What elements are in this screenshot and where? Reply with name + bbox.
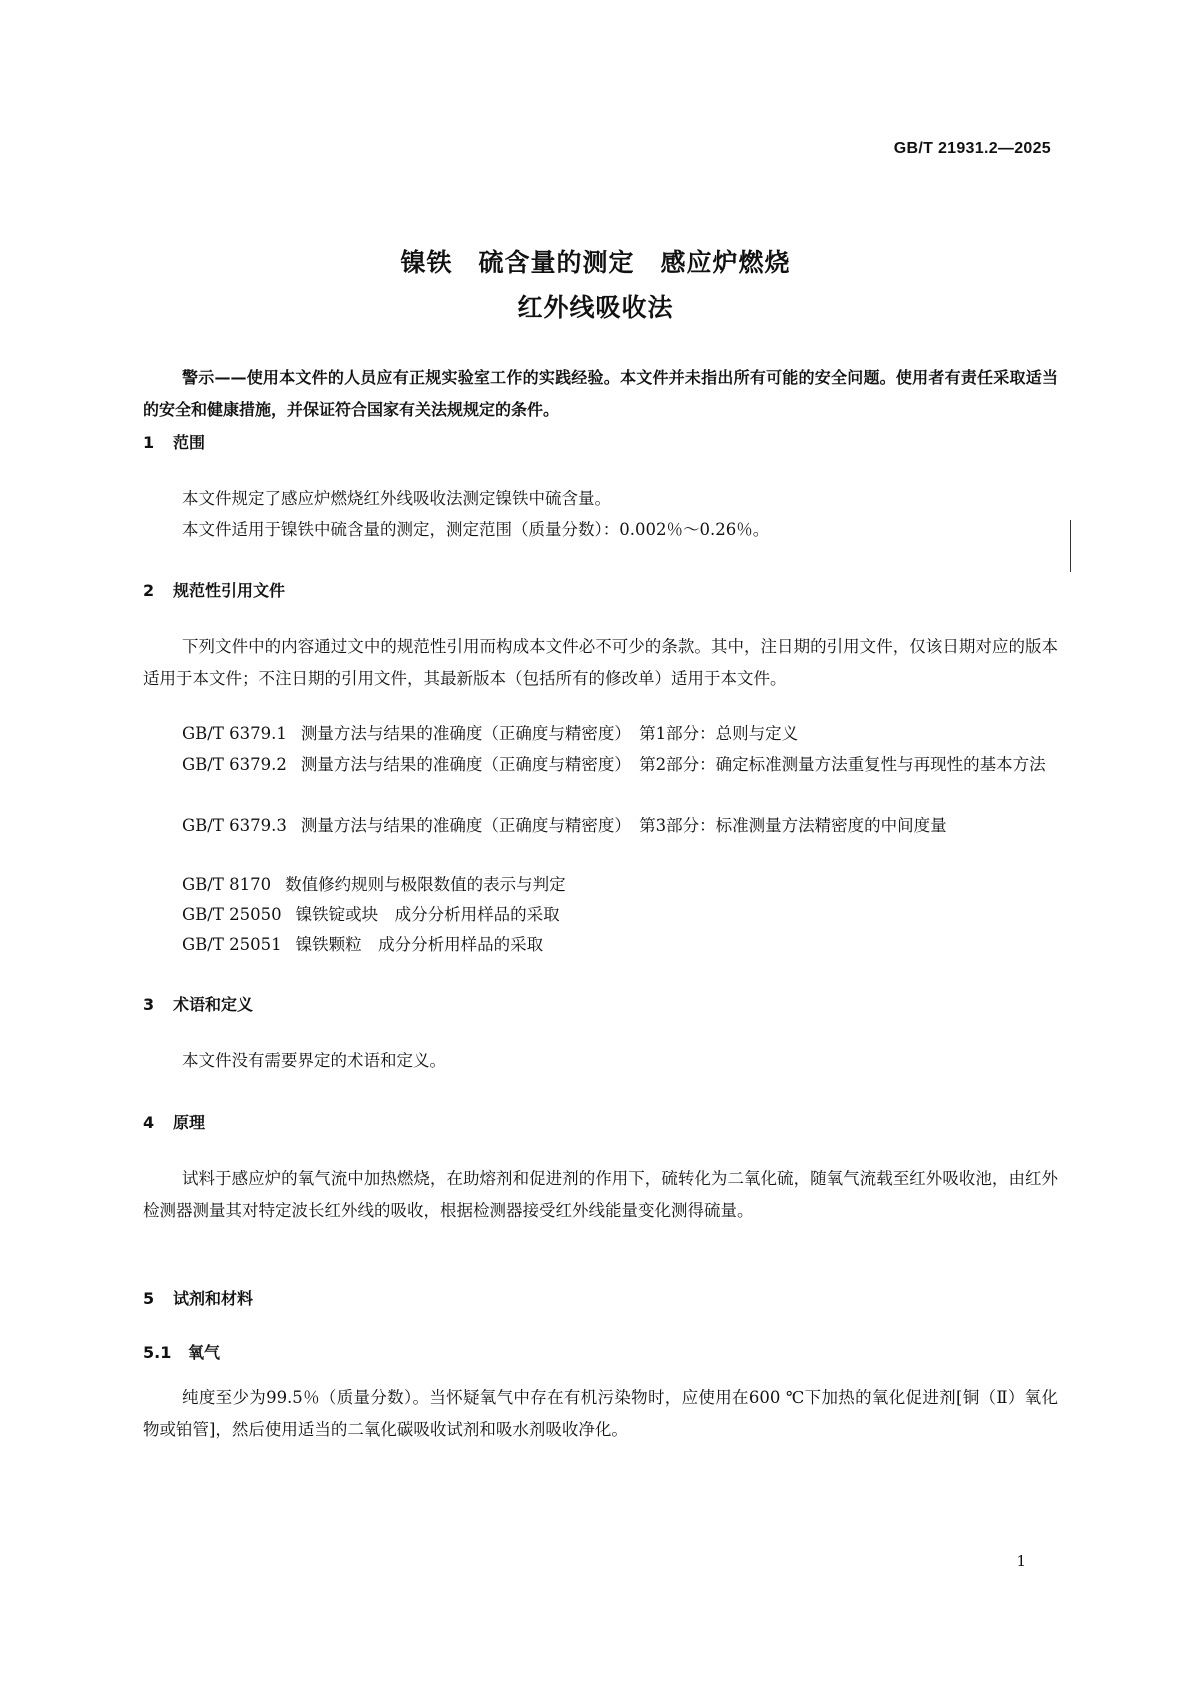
section-5-heading: [143, 1286, 253, 1309]
document-title-line1: 镍铁 硫含量的测定 感应炉燃烧: [400, 248, 791, 277]
section-number: 1: [143, 433, 155, 452]
section-title: 范围: [173, 433, 206, 452]
reference-title: 镍铁锭或块 成分分析用样品的采取: [295, 905, 560, 924]
reference-code: GB/T 8170: [182, 875, 272, 894]
reference-code: GB/T 6379.3: [182, 816, 287, 835]
reference-code: GB/T 25050: [182, 905, 282, 924]
section-1-heading: [143, 430, 205, 453]
section-2-heading: [143, 578, 285, 601]
subsection-5-1-heading: [143, 1340, 220, 1363]
standard-code: GB/T 21931.2—2025: [893, 140, 1051, 157]
reference-code: GB/T 25051: [182, 935, 282, 954]
section-number: 2: [143, 581, 155, 600]
section-number: 5: [143, 1289, 155, 1308]
reference-item: [143, 718, 1058, 750]
section-4-heading: [143, 1110, 205, 1133]
reference-item: [143, 899, 1058, 931]
principle-paragraph: 试料于感应炉的氧气流中加热燃烧，在助熔剂和促进剂的作用下，硫转化为二氧化硫，随氧气流载至红外吸收池，由红外检测器测量其对特定波长红外线的吸收，根据检测器接受红外线能量变化测得硫量。: [143, 1169, 1058, 1220]
section-title: 原理: [173, 1113, 206, 1132]
section-title: 试剂和材料: [173, 1289, 254, 1308]
scope-paragraph-2: 本文件适用于镍铁中硫含量的测定，测定范围（质量分数）：0.002％～0.26％。: [182, 520, 770, 539]
section-3-heading: [143, 992, 253, 1015]
reference-title: 数值修约规则与极限数值的表示与判定: [285, 875, 566, 894]
reference-code: GB/T 6379.1: [182, 724, 287, 743]
scope-paragraph-1: 本文件规定了感应炉燃烧红外线吸收法测定镍铁中硫含量。: [182, 489, 611, 508]
subsection-number: 5.1: [143, 1343, 172, 1362]
reference-item: [143, 929, 1058, 961]
normative-references-intro: 下列文件中的内容通过文中的规范性引用而构成本文件必不可少的条款。其中，注日期的引用文件，仅该日期对应的版本适用于本文件；不注日期的引用文件，其最新版本（包括所有的修改单）适用于本文件。: [143, 637, 1058, 688]
reference-title: 镍铁颗粒 成分分析用样品的采取: [295, 935, 544, 954]
reference-title: 测量方法与结果的准确度（正确度与精密度） 第1部分：总则与定义: [300, 724, 799, 743]
document-title-line2: 红外线吸收法: [517, 293, 674, 322]
reference-title: 测量方法与结果的准确度（正确度与精密度） 第3部分：标准测量方法精密度的中间度量: [300, 816, 947, 835]
reference-item: [143, 869, 1058, 901]
section-number: 4: [143, 1113, 155, 1132]
reference-item: [143, 810, 1058, 842]
reference-item: [143, 749, 1058, 781]
reference-title: 测量方法与结果的准确度（正确度与精密度） 第2部分：确定标准测量方法重复性与再现性的基本方法: [300, 755, 1046, 774]
section-number: 3: [143, 995, 155, 1014]
page-number: 1: [1016, 1552, 1026, 1570]
terms-paragraph: 本文件没有需要界定的术语和定义。: [182, 1051, 446, 1070]
subsection-title: 氧气: [188, 1343, 221, 1362]
section-title: 规范性引用文件: [173, 581, 286, 600]
reference-code: GB/T 6379.2: [182, 755, 287, 774]
change-bar: [1070, 520, 1071, 572]
section-title: 术语和定义: [173, 995, 254, 1014]
safety-warning: 警示——使用本文件的人员应有正规实验室工作的实践经验。本文件并未指出所有可能的安全问题。使用者有责任采取适当的安全和健康措施，并保证符合国家有关法规规定的条件。: [143, 368, 1058, 419]
oxygen-paragraph: 纯度至少为99.5％（质量分数）。当怀疑氧气中存在有机污染物时，应使用在600 ℃下加热的氧化促进剂[铜（Ⅱ）氧化物或铂管]，然后使用适当的二氧化碳吸收试剂和吸水剂吸收净化。: [143, 1388, 1058, 1439]
